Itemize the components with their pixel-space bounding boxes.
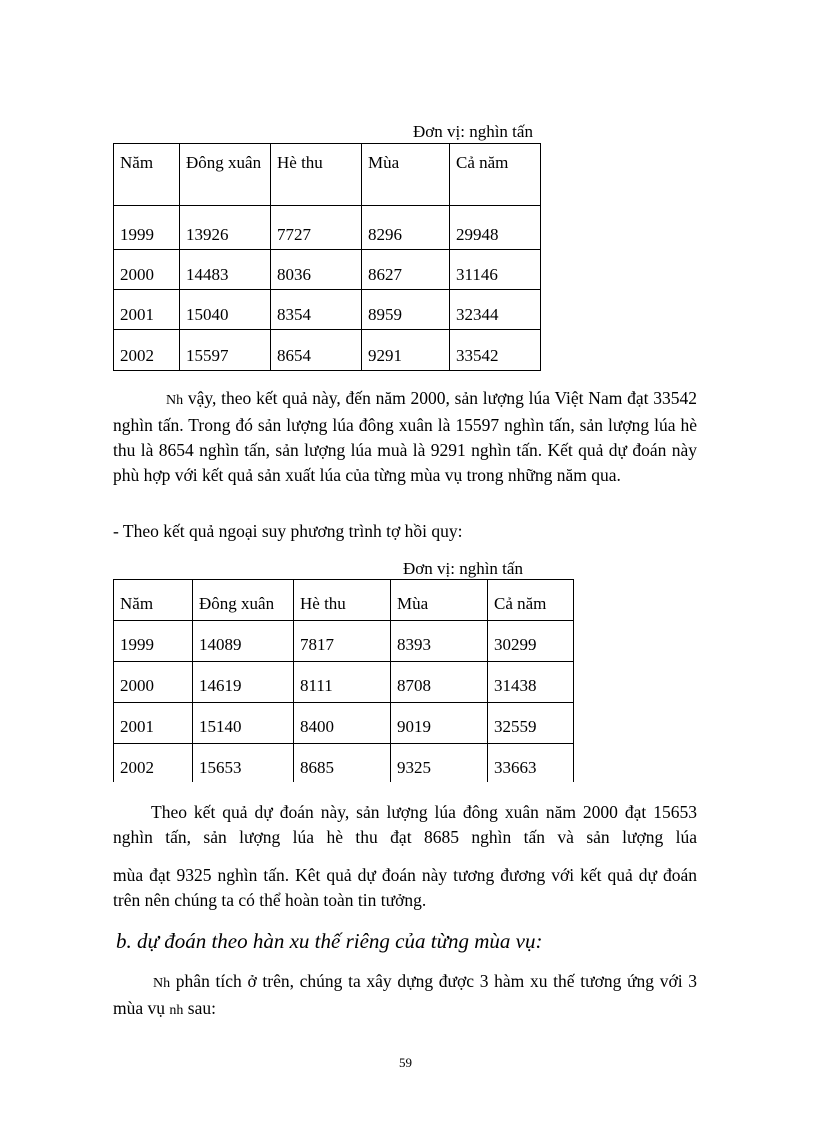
paragraph-3 (113, 969, 697, 1023)
table2-cell: 14619 (193, 662, 294, 703)
bullet-line: - Theo kết quả ngoại suy phương trình tợ hồi quy: (113, 521, 463, 541)
paragraph-3-lead: Nh (153, 976, 171, 991)
table2-cell: 31438 (488, 662, 574, 703)
table1-cell: 29948 (450, 206, 541, 250)
paragraph-2-part-1: Theo kết quả dự đoán này, sản lượng lúa đông xuân năm 2000 đạt 15653 nghìn tấn, sản lượng lúa hè thu đạt 8685 nghìn tấn và sản lượng lúa (113, 802, 697, 847)
table2-row (114, 621, 574, 662)
table2-cell: 2001 (114, 703, 193, 744)
table1-cell: 9291 (362, 330, 450, 371)
paragraph-1-lead: Nh (166, 393, 184, 408)
table1-cell: 33542 (450, 330, 541, 371)
table2-cell: 14089 (193, 621, 294, 662)
table1-header-cell: Năm (114, 144, 180, 206)
table1-header-cell: Hè thu (271, 144, 362, 206)
table2-cell: 32559 (488, 703, 574, 744)
table2-cell: 15140 (193, 703, 294, 744)
table2-cell: 1999 (114, 621, 193, 662)
table2-cell: 33663 (488, 744, 574, 782)
section-heading: b. dự đoán theo hàn xu thế riêng của từng mùa vụ: (116, 929, 543, 953)
table1-cell: 8354 (271, 290, 362, 330)
table1-cell: 8036 (271, 250, 362, 290)
table1-header-cell: Mùa (362, 144, 450, 206)
paragraph-3-mid: nh (169, 1003, 184, 1018)
table2-cell: 8111 (294, 662, 391, 703)
table2-cell: 8685 (294, 744, 391, 782)
table1-cell: 1999 (114, 206, 180, 250)
paragraph-1 (113, 386, 697, 488)
table2-cell: 8708 (391, 662, 488, 703)
table1-header-row (114, 144, 541, 206)
table1-cell: 31146 (450, 250, 541, 290)
table1-row (114, 250, 541, 290)
table1-header-cell: Đông xuân (180, 144, 271, 206)
table1-cell: 8627 (362, 250, 450, 290)
table2-header-cell: Cả năm (488, 580, 574, 621)
table2-cell: 9019 (391, 703, 488, 744)
table2-header-cell: Hè thu (294, 580, 391, 621)
table1-cell: 7727 (271, 206, 362, 250)
paragraph-1-text: vậy, theo kết quả này, đến năm 2000, sản lượng lúa Việt Nam đạt 33542 nghìn tấn. Trong đó sản lượng lúa đông xuân là 15597 nghìn tấn, sản lượng lúa hè thu là 8654 nghìn tấn, sản lượng lúa muà là 9291 nghìn tấn. Kết quả dự đoán này phù hợp với kết quả sản xuất lúa của từng mùa vụ trong những năm qua. (113, 388, 697, 485)
table1-cell: 14483 (180, 250, 271, 290)
table2-row (114, 744, 574, 782)
table1 (113, 143, 541, 371)
table2-cell: 30299 (488, 621, 574, 662)
table1-header-cell: Cả năm (450, 144, 541, 206)
table2 (113, 579, 574, 782)
table2-header-cell: Mùa (391, 580, 488, 621)
table1-cell: 13926 (180, 206, 271, 250)
table1-row (114, 330, 541, 371)
table2-cell: 8400 (294, 703, 391, 744)
table2-header-cell: Năm (114, 580, 193, 621)
table1-cell: 15597 (180, 330, 271, 371)
table2-unit: Đơn vị: nghìn tấn (403, 559, 523, 578)
table2-cell: 2000 (114, 662, 193, 703)
table1-cell: 8654 (271, 330, 362, 371)
page-number: 59 (399, 1055, 412, 1070)
table2-cell: 7817 (294, 621, 391, 662)
table1-cell: 2000 (114, 250, 180, 290)
table2-cell: 2002 (114, 744, 193, 782)
table2-cell: 9325 (391, 744, 488, 782)
paragraph-2-part-2: mùa đạt 9325 nghìn tấn. Kêt quả dự đoán này tương đương với kết quả dự đoán trên nên chúng ta có thể hoàn toàn tin tưởng. (113, 865, 697, 910)
paragraph-3-text: phân tích ở trên, chúng ta xây dựng được 3 hàm xu thế tương ứng với 3 mùa vụ (113, 971, 697, 1018)
table1-row (114, 290, 541, 330)
table2-header-row (114, 580, 574, 621)
table2-cell: 8393 (391, 621, 488, 662)
table1-cell: 2001 (114, 290, 180, 330)
table1-cell: 8959 (362, 290, 450, 330)
table1-row (114, 206, 541, 250)
table2-row (114, 703, 574, 744)
table1-cell: 32344 (450, 290, 541, 330)
table1-cell: 2002 (114, 330, 180, 371)
table2-cell: 15653 (193, 744, 294, 782)
table1-cell: 8296 (362, 206, 450, 250)
table2-header-cell: Đông xuân (193, 580, 294, 621)
paragraph-3-tail: sau: (183, 998, 216, 1018)
table1-unit: Đơn vị: nghìn tấn (413, 122, 533, 141)
table2-row (114, 662, 574, 703)
table1-cell: 15040 (180, 290, 271, 330)
